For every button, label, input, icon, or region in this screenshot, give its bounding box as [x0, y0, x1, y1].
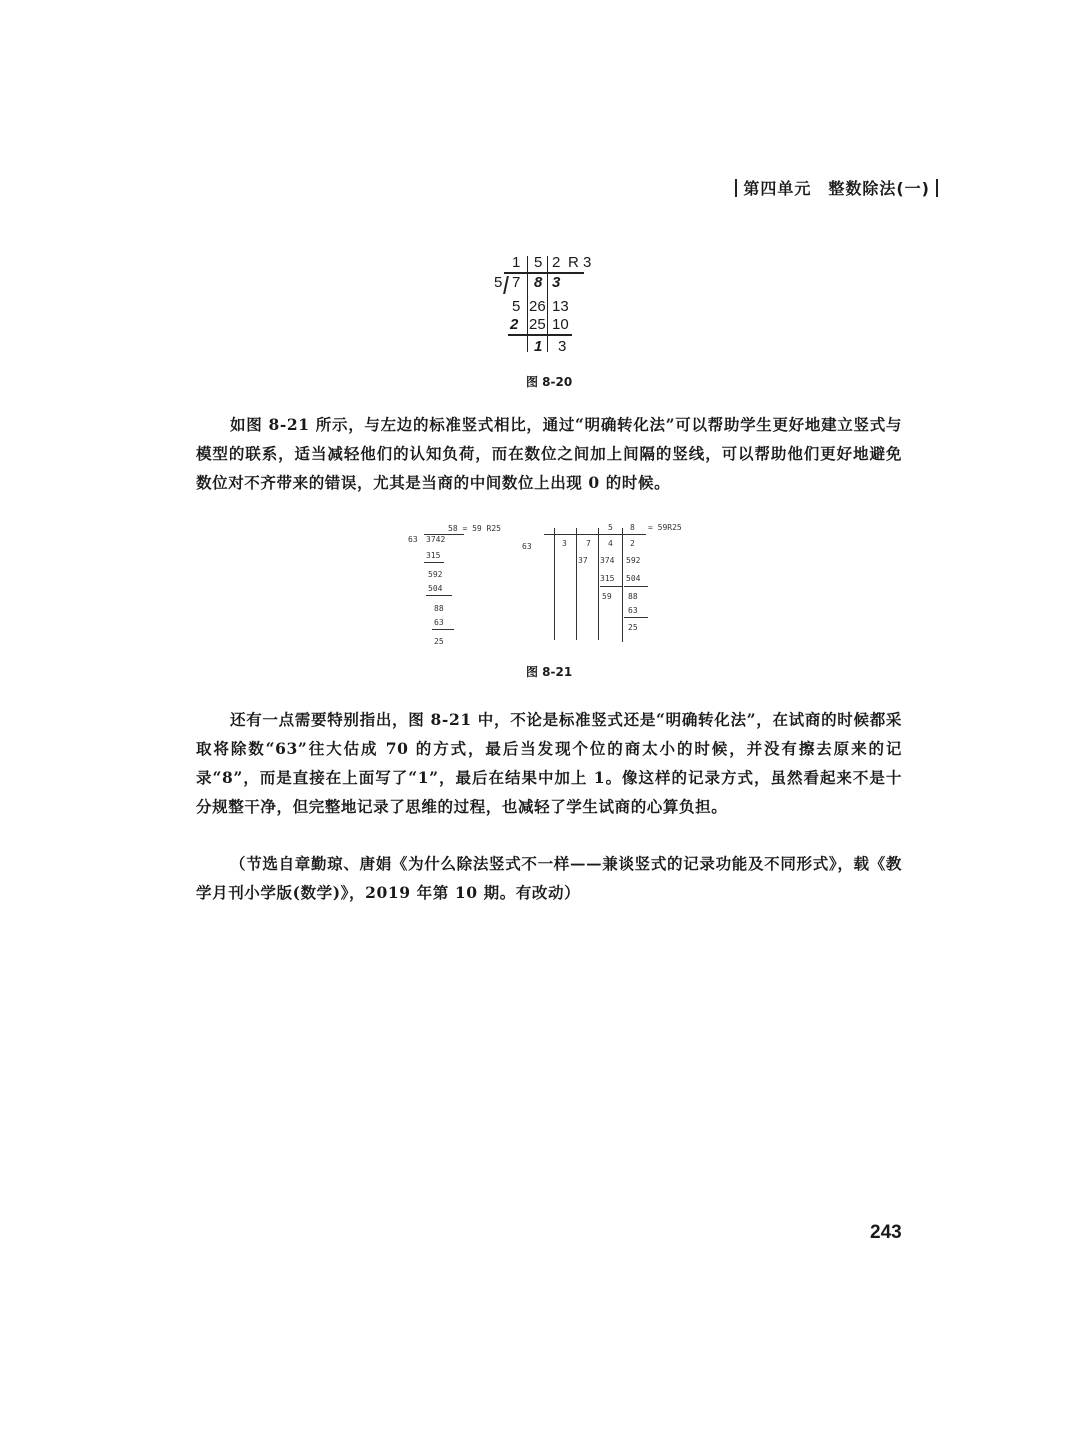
- step-value: 13: [552, 298, 569, 315]
- left-quotient: 58 = 59 R25: [448, 524, 501, 533]
- figure-caption: 图 8-20: [526, 375, 573, 389]
- subtraction-line: [426, 595, 452, 596]
- column-divider: [576, 528, 577, 640]
- left-step: 63: [434, 618, 444, 627]
- quotient-digit: 2: [552, 254, 561, 271]
- subtraction-line: [424, 562, 444, 563]
- citation: （节选自章勤琼、唐娟《为什么除法竖式不一样——兼谈竖式的记录功能及不同形式》，载《教学月刊小学版(数学)》，2019 年第 10 期。有改动）: [196, 854, 902, 902]
- right-dividend-digit: 7: [586, 539, 591, 548]
- quotient-digit: 5: [534, 254, 543, 271]
- step-value: 5: [512, 298, 521, 315]
- step-value: 3: [558, 338, 567, 355]
- left-dividend: 3742: [426, 535, 446, 544]
- quotient-digit: 1: [512, 254, 521, 271]
- right-step: 88: [628, 592, 638, 601]
- dividend-digit: 7: [512, 274, 521, 291]
- header-bar-right: [936, 179, 938, 197]
- right-step: 63: [628, 606, 638, 615]
- divisor: 5: [494, 274, 503, 291]
- right-divisor: 63: [522, 542, 532, 551]
- left-step: 88: [434, 604, 444, 613]
- figure-8-21: [404, 520, 704, 652]
- subtraction-line: [600, 586, 622, 587]
- step-value: 26: [529, 298, 546, 315]
- division-bracket: [503, 276, 509, 294]
- left-step: 504: [428, 584, 443, 593]
- step-value: 1: [534, 338, 543, 355]
- right-step: 315: [600, 574, 615, 583]
- right-step: 504: [626, 574, 641, 583]
- figure-8-20: [490, 254, 610, 364]
- subtraction-line: [624, 586, 648, 587]
- step-value: 2: [510, 316, 519, 333]
- right-step: 374: [600, 556, 615, 565]
- step-value: 25: [529, 316, 546, 333]
- right-quotient-digit: 8: [630, 523, 635, 532]
- header-bar-left: [735, 179, 737, 197]
- column-divider: [554, 528, 555, 640]
- right-dividend-digit: 3: [562, 539, 567, 548]
- remainder: R 3: [568, 254, 592, 271]
- left-step: 25: [434, 637, 444, 646]
- column-divider: [547, 256, 548, 352]
- left-step: 592: [428, 570, 443, 579]
- division-bar: [544, 534, 646, 535]
- header-text: 第四单元 整数除法(一): [743, 179, 930, 198]
- right-quotient-digit: 5: [608, 523, 613, 532]
- dividend-digit: 3: [552, 274, 561, 291]
- right-step: 25: [628, 623, 638, 632]
- right-dividend-digit: 2: [630, 539, 635, 548]
- right-step: 59: [602, 592, 612, 601]
- left-step: 315: [426, 551, 441, 560]
- right-step: 592: [626, 556, 641, 565]
- subtraction-line: [508, 334, 572, 336]
- subtraction-line: [432, 629, 454, 630]
- figure-caption: 图 8-21: [526, 665, 573, 679]
- right-dividend-digit: 4: [608, 539, 613, 548]
- paragraph: 如图 8-21 所示，与左边的标准竖式相比，通过“明确转化法”可以帮助学生更好地建立竖式与模型的联系，适当减轻他们的认知负荷，而在数位之间加上间隔的竖线，可以帮助他们更好地避免数位对不齐带来的错误，尤其是当商的中间数位上出现 0 的时候。: [196, 415, 902, 492]
- paragraph: 还有一点需要特别指出，图 8-21 中，不论是标准竖式还是“明确转化法”，在试商的时候都采取将除数“63”往大估成 70 的方式，最后当发现个位的商太小的时候，并没有擦去原来的记录“8”，而是直接在上面写了“1”，最后在结果中加上 1。像这样的记录方式，虽然看起来不是十分规整干净，但完整地记录了思维的过程，也减轻了学生试商的心算负担。: [196, 710, 902, 816]
- column-divider: [527, 256, 528, 352]
- column-divider: [622, 528, 623, 642]
- column-divider: [598, 528, 599, 640]
- dividend-digit: 8: [534, 274, 543, 291]
- right-step: 37: [578, 556, 588, 565]
- right-quotient-result: = 59R25: [648, 523, 682, 532]
- step-value: 10: [552, 316, 569, 333]
- subtraction-line: [624, 617, 648, 618]
- page-number: 243: [870, 1222, 902, 1243]
- left-divisor: 63: [408, 535, 418, 544]
- running-header: [729, 176, 944, 199]
